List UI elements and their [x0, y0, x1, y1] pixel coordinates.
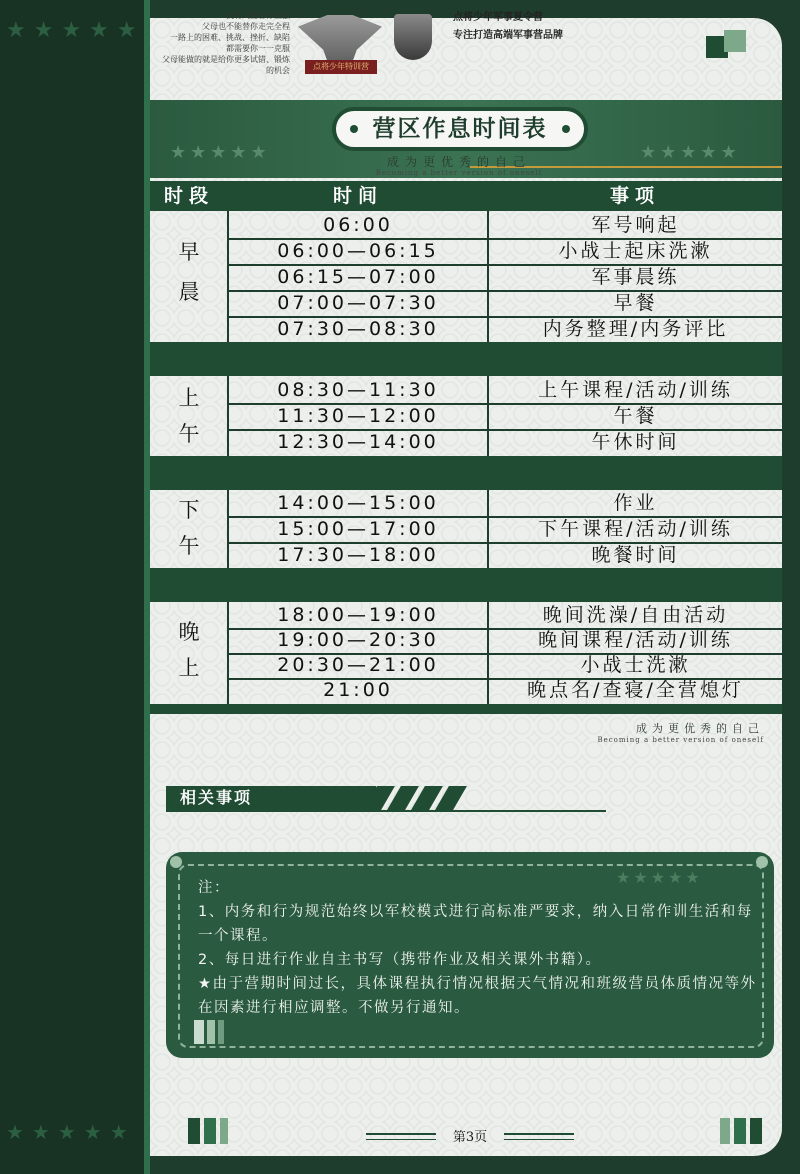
group-separator: [150, 568, 782, 602]
period-morning: 早晨: [178, 240, 200, 304]
slogan-bottom-english: Becoming a better version of oneself: [597, 736, 764, 744]
time-cell: 12:30—14:00: [277, 431, 439, 453]
star-decoration-icon: ★★★★★: [640, 142, 741, 163]
footer-line: [504, 1139, 574, 1140]
item-cell: 晚间洗澡/自由活动: [542, 604, 729, 626]
emblem-label: 点将少年特训营: [305, 60, 377, 74]
period-afternoon: 下午: [178, 498, 200, 558]
time-cell: 07:00—07:30: [277, 292, 439, 314]
dot-decoration: [170, 856, 182, 868]
time-cell: 06:00: [323, 214, 393, 236]
item-cell: 内务整理/内务评比: [542, 318, 729, 340]
period-forenoon: 上午: [178, 386, 200, 446]
group-separator: [150, 704, 782, 714]
item-cell: 早餐: [613, 292, 658, 314]
slogan-bottom: 成为更优秀的自己: [636, 722, 764, 735]
time-cell: 06:00—06:15: [277, 240, 439, 262]
item-cell: 上午课程/活动/训练: [538, 379, 733, 401]
page-title: 营区作息时间表: [332, 107, 588, 151]
item-cell: 晚间课程/活动/训练: [538, 629, 733, 651]
header-brand: 点将少年军事夏令营 专注打造高端军事营品牌: [453, 12, 563, 41]
time-cell: 21:00: [323, 679, 393, 701]
item-cell: 作业: [613, 492, 658, 514]
header-quote: 没有人能替你坚强 父母也不能替你走完全程 一路上的困难、挑战、挫折、缺陷 都需要你一一克服 父母能做的就是给你更多试错、锻炼的机会: [162, 11, 290, 75]
star-decoration-icon: ★★★★★: [6, 1120, 136, 1144]
slogan: 成为更优秀的自己: [386, 155, 531, 169]
section-underline: [166, 810, 606, 812]
header-period: 时段: [163, 185, 214, 207]
star-decoration-icon: ★★★★★: [170, 142, 271, 163]
time-cell: 15:00—17:00: [277, 518, 439, 540]
footer-line: [504, 1133, 574, 1135]
page-number: 第3页: [452, 1130, 488, 1145]
shield-logo-icon: [394, 14, 432, 60]
time-cell: 20:30—21:00: [277, 654, 439, 676]
item-cell: 午休时间: [591, 431, 680, 453]
item-cell: 午餐: [613, 405, 658, 427]
header-time: 时间: [332, 185, 383, 207]
section-title: 相关事项: [166, 786, 376, 810]
time-cell: 08:30—11:30: [277, 379, 439, 401]
star-decoration-icon: ★★★★★: [616, 868, 703, 887]
star-decoration-icon: ★★★★★: [6, 18, 145, 43]
footer-line: [366, 1139, 436, 1140]
group-separator: [150, 456, 782, 490]
corner-square-decoration: [724, 30, 746, 52]
time-cell: 07:30—08:30: [277, 318, 439, 340]
dot-decoration: [756, 856, 768, 868]
footer-line: [366, 1133, 436, 1135]
slogan-english: Becoming a better version of oneself: [375, 169, 543, 177]
time-cell: 19:00—20:30: [277, 629, 439, 651]
item-cell: 军号响起: [591, 214, 680, 236]
time-cell: 06:15—07:00: [277, 266, 439, 288]
item-cell: 小战士起床洗漱: [558, 240, 713, 262]
item-cell: 小战士洗漱: [580, 654, 691, 676]
time-cell: 11:30—12:00: [277, 405, 439, 427]
item-cell: 下午课程/活动/训练: [538, 518, 733, 540]
period-evening: 晚上: [178, 620, 200, 680]
item-cell: 晚点名/查寝/全营熄灯: [527, 679, 744, 701]
time-cell: 14:00—15:00: [277, 492, 439, 514]
table-header: [150, 181, 782, 211]
time-cell: 17:30—18:00: [277, 544, 439, 566]
time-cell: 18:00—19:00: [277, 604, 439, 626]
notes-text: 注： 1、内务和行为规范始终以军校模式进行高标准严要求，纳入日常作训生活和每一个课程。 2、每日进行作业自主书写（携带作业及相关课外书籍）。 ★由于营期时间过长，具体课程执行情况根据天气情况和班级营员体质情况等外在因素进行相应调整。不做另行通知。: [198, 880, 757, 1016]
item-cell: 晚餐时间: [591, 544, 680, 566]
group-separator: [150, 342, 782, 376]
item-cell: 军事晨练: [591, 266, 680, 288]
header-item: 事项: [609, 185, 660, 207]
left-panel: [0, 0, 150, 1174]
